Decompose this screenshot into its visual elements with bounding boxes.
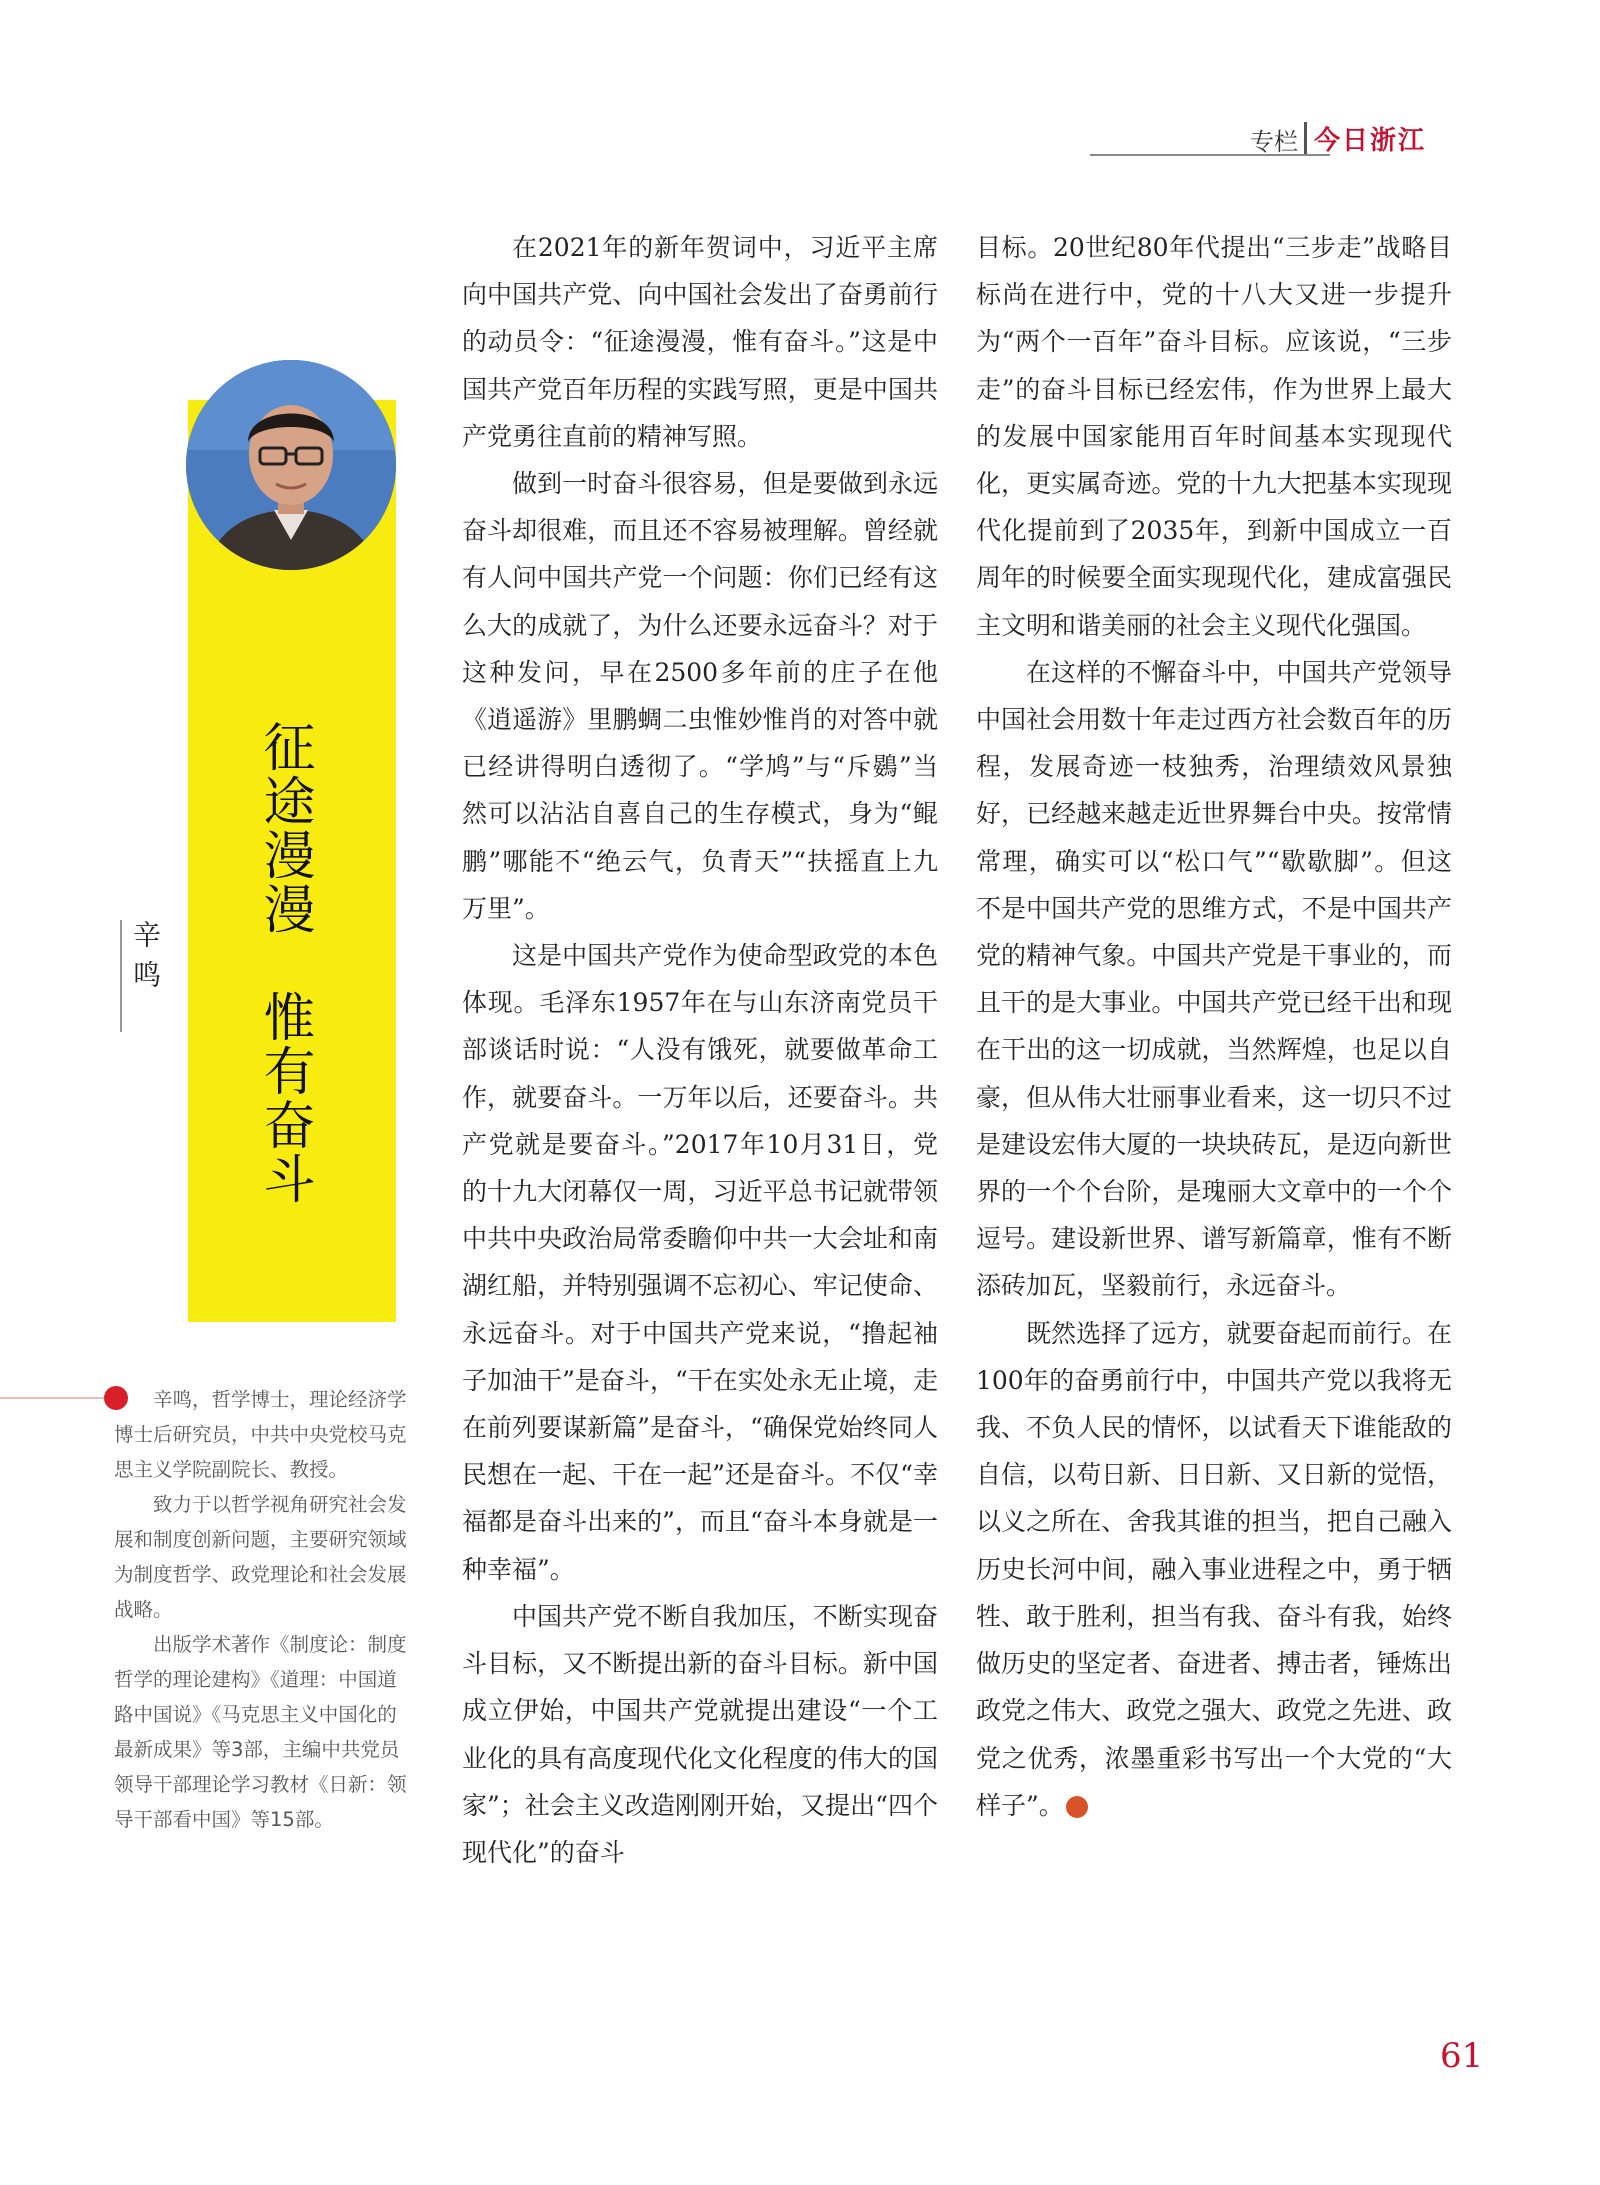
bio-rule <box>0 1397 104 1399</box>
body-paragraph: 在2021年的新年贺词中，习近平主席向中国共产党、向中国社会发出了奋勇前行的动员令：“征途漫漫，惟有奋斗。”这是中国共产党百年历程的实践写照，更是中国共产党勇往直前的精神写照。 <box>462 233 938 451</box>
author-portrait <box>186 360 396 570</box>
body-paragraph-text: 既然选择了远方，就要奋起而前行。在100年的奋勇前行中，中国共产党以我将无我、不负人民的情怀，以试看天下谁能敌的自信，以苟日新、日日新、又日新的觉悟，以义之所在、舍我其谁的担当，把自己融入历史长河中间，融入事业进程之中，勇于牺牲、敢于胜利，担当有我、奋斗有我，始终做历史的坚定者、奋进者、搏击者，锤炼出政党之伟大、政党之强大、政党之先进、政党之优秀，浓墨重彩书写出一个大党的“大样子”。 <box>976 1318 1452 1820</box>
body-paragraph: 做到一时奋斗很容易，但是要做到永远奋斗却很难，而且还不容易被理解。曾经就有人问中国共产党一个问题：你们已经有这么大的成就了，为什么还要永远奋斗？对于这种发问，早在2500多年前的庄子在他《逍遥游》里鹏蜩二虫惟妙惟肖的对答中就已经讲得明白透彻了。“学鸠”与“斥鷃”当然可以沾沾自喜自己的生存模式，身为“鲲鹏”哪能不“绝云气，负青天”“扶摇直上九万里”。 <box>462 469 938 923</box>
body-paragraph-continued: 目标。20世纪80年代提出“三步走”战略目标尚在进行中，党的十八大又进一步提升为“两个一百年”奋斗目标。应该说，“三步走”的奋斗目标已经宏伟，作为世界上最大的发展中国家能用百年时间基本实现现代化，更实属奇迹。党的十九大把基本实现现代化提前到了2035年，到新中国成立一百周年的时候要全面实现现代化，建成富强民主文明和谐美丽的社会主义现代化强国。 <box>976 233 1452 640</box>
author-rule <box>120 920 122 1032</box>
bio-paragraph: 出版学术著作《制度论：制度哲学的理论建构》《道理：中国道路中国说》《马克思主义中国化的最新成果》等3部，主编中共党员领导干部理论学习教材《日新：领导干部看中国》等15部。 <box>114 1633 407 1831</box>
body-paragraph <box>976 1310 1452 1829</box>
page-number: 61 <box>1440 2036 1484 2076</box>
article-title: 征途漫漫 惟有奋斗 <box>254 720 314 1206</box>
text-column-1 <box>462 224 938 1876</box>
text-column-2 <box>976 224 1452 1829</box>
body-paragraph: 中国共产党不断自我加压，不断实现奋斗目标，又不断提出新的奋斗目标。新中国成立伊始，中国共产党就提出建设“一个工业化的具有高度现代化文化程度的伟大的国家”；社会主义改造刚刚开始，又提出“四个现代化”的奋斗 <box>462 1601 938 1867</box>
author-name: 辛鸣 <box>129 920 162 1000</box>
header-separator <box>1304 122 1307 154</box>
column-header <box>1090 120 1430 160</box>
bio-paragraph: 致力于以哲学视角研究社会发展和制度创新问题，主要研究领域为制度哲学、政党理论和社会发展战略。 <box>114 1493 407 1621</box>
end-mark-icon <box>1066 1796 1088 1818</box>
author-bio <box>114 1382 416 1837</box>
body-paragraph: 在这样的不懈奋斗中，中国共产党领导中国社会用数十年走过西方社会数百年的历程，发展奇迹一枝独秀，治理绩效风景独好，已经越来越走近世界舞台中央。按常情常理，确实可以“松口气”“歇歇脚”。但这不是中国共产党的思维方式，不是中国共产党的精神气象。中国共产党是干事业的，而且干的是大事业。中国共产党已经干出和现在干出的这一切成就，当然辉煌，也足以自豪，但从伟大壮丽事业看来，这一切只不过是建设宏伟大厦的一块块砖瓦，是迈向新世界的一个个台阶，是瑰丽大文章中的一个个逗号。建设新世界、谱写新篇章，惟有不断添砖加瓦，坚毅前行，永远奋斗。 <box>976 657 1452 1301</box>
column-label: 专栏 <box>1250 128 1298 156</box>
brand-logo: 今日浙江 <box>1314 126 1427 156</box>
body-paragraph: 这是中国共产党作为使命型政党的本色体现。毛泽东1957年在与山东济南党员干部谈话时说：“人没有饿死，就要做革命工作，就要奋斗。一万年以后，还要奋斗。共产党就是要奋斗。”2017年10月31日，党的十九大闭幕仅一周，习近平总书记就带领中共中央政治局常委瞻仰中共一大会址和南湖红船，并特别强调不忘初心、牢记使命、永远奋斗。对于中国共产党来说，“撸起袖子加油干”是奋斗，“干在实处永无止境，走在前列要谋新篇”是奋斗，“确保党始终同人民想在一起、干在一起”还是奋斗。不仅“幸福都是奋斗出来的”，而且“奋斗本身就是一种幸福”。 <box>462 941 938 1584</box>
bio-paragraph: 辛鸣，哲学博士，理论经济学博士后研究员，中共中央党校马克思主义学院副院长、教授。 <box>114 1388 407 1481</box>
